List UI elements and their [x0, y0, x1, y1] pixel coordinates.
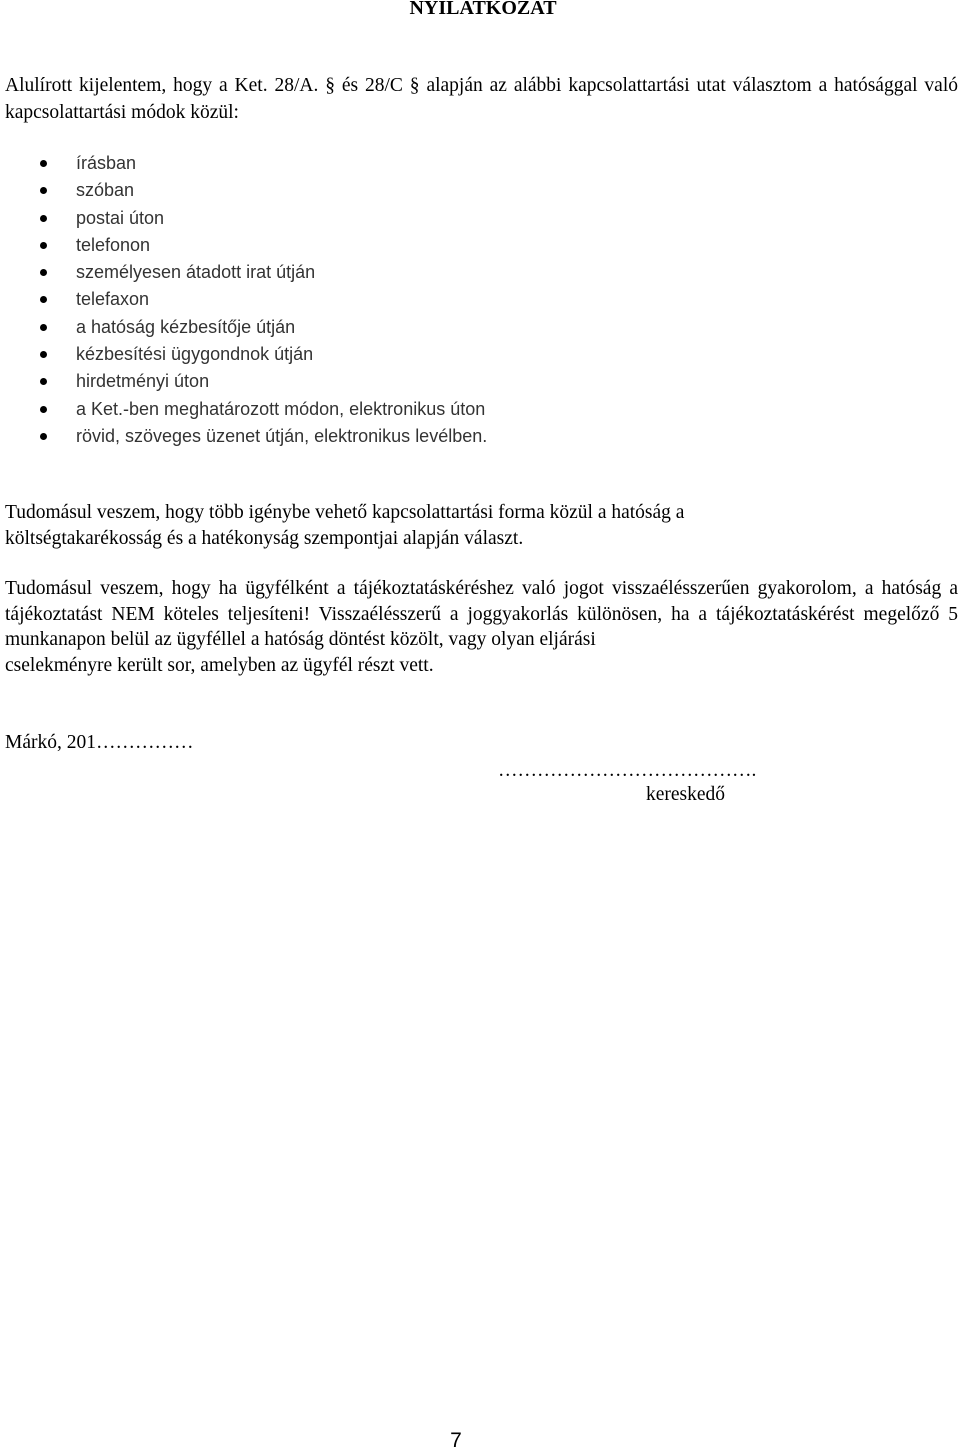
- list-item-label: kézbesítési ügygondnok útján: [76, 344, 314, 365]
- list-item-label: szóban: [76, 180, 135, 201]
- list-item: [0, 423, 620, 450]
- list-item-label: rövid, szöveges üzenet útján, elektronikus levélben.: [76, 425, 488, 446]
- list-item-label: telefonon: [76, 234, 151, 255]
- acknowledgement-paragraph: [5, 500, 958, 551]
- bullet-icon: [40, 351, 47, 358]
- bullet-icon: [40, 378, 47, 385]
- intro-paragraph: Alulírott kijelentem, hogy a Ket. 28/A. § és 28/C § alapján az alábbi kapcsolattartási utat választom a hatósággal való kapcsolattartási módok közül:: [5, 75, 958, 123]
- signer-label: kereskedő: [646, 784, 726, 805]
- list-item: [0, 205, 620, 232]
- list-item: [0, 314, 620, 341]
- signature-line: ………………………………….: [498, 760, 757, 781]
- bullet-icon: [40, 160, 47, 167]
- bullet-icon: [40, 433, 47, 440]
- paragraph-main-text: Tudomásul veszem, hogy több igénybe vehető kapcsolattartási forma közül a hatóság a: [5, 502, 685, 523]
- paragraph-last-line: cselekményre került sor, amelyben az ügyfél részt vett.: [5, 654, 434, 676]
- list-item: [0, 286, 620, 313]
- bullet-icon: [40, 242, 47, 249]
- paragraph-main-text: Tudomásul veszem, hogy ha ügyfélként a tájékoztatáskéréshez való jogot visszaélésszerűen gyakorolom, a hatóság a tájékoztatást NEM köteles teljesíteni! Visszaélésszerű a joggyakorlás különösen, ha a tájékoztatáskérést megelőző 5 munkanapon belül az ügyféllel a hatóság döntést közölt, vagy olyan eljárási: [5, 578, 958, 650]
- list-item-label: személyesen átadott irat útján: [76, 262, 316, 283]
- bullet-icon: [40, 406, 47, 413]
- list-item-label: telefaxon: [76, 289, 150, 310]
- list-item: [0, 150, 620, 177]
- page-title: NYILATKOZAT: [409, 0, 557, 19]
- page-number: 7: [450, 1429, 462, 1452]
- contact-method-list: [0, 150, 620, 450]
- list-item: [0, 396, 620, 423]
- bullet-icon: [40, 215, 47, 222]
- place-date: Márkó, 201……………: [5, 732, 194, 753]
- bullet-icon: [40, 324, 47, 331]
- paragraph-last-line: költségtakarékosság és a hatékonyság szempontjai alapján választ.: [5, 527, 524, 549]
- list-item-label: postai úton: [76, 207, 165, 228]
- list-item-label: írásban: [76, 153, 137, 173]
- list-item: [0, 259, 620, 286]
- list-item-label: a hatóság kézbesítője útján: [76, 316, 296, 337]
- list-item: [0, 341, 620, 368]
- bullet-icon: [40, 296, 47, 303]
- bullet-icon: [40, 269, 47, 276]
- list-item-label: a Ket.-ben meghatározott módon, elektronikus úton: [76, 398, 486, 419]
- list-item: [0, 368, 620, 395]
- bullet-icon: [40, 187, 47, 194]
- list-item: [0, 232, 620, 259]
- list-item-label: hirdetményi úton: [76, 371, 210, 392]
- list-item: [0, 177, 620, 204]
- abuse-notice-paragraph: [5, 576, 958, 678]
